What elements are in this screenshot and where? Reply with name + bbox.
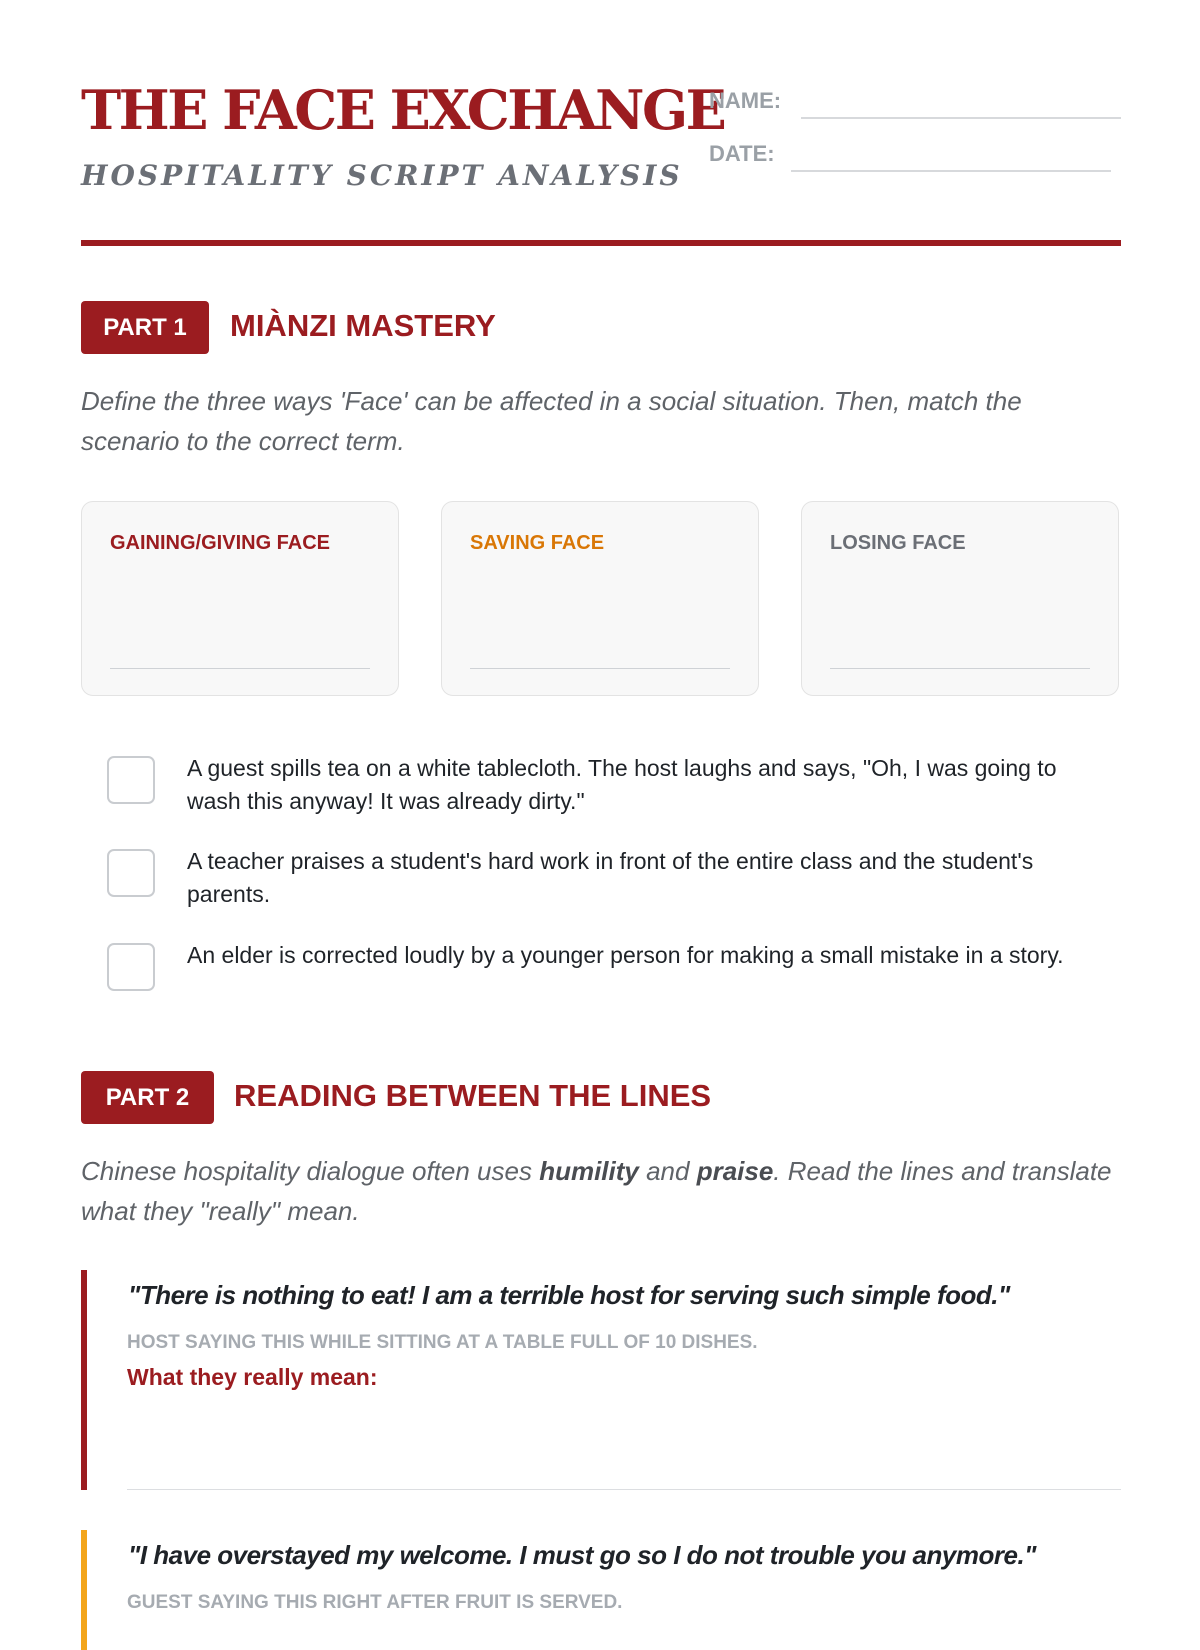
part1-instruction: Define the three ways 'Face' can be affected in a social situation. Then, match the scenario to the correct term. [81, 386, 1022, 456]
worksheet-subtitle: HOSPITALITY SCRIPT ANALYSIS [81, 159, 683, 192]
term-card-gaining-face [81, 501, 399, 696]
scenario-checkbox[interactable] [107, 756, 155, 804]
answer-line[interactable] [127, 1489, 1121, 1490]
part2-badge: PART 2 [81, 1071, 214, 1124]
term-label: SAVING FACE [470, 532, 605, 554]
term-card-saving-face [441, 501, 759, 696]
scenario-checkbox[interactable] [107, 849, 155, 897]
definition-line[interactable] [110, 668, 370, 669]
quote-accent-bar [81, 1270, 87, 1490]
term-label: GAINING/GIVING FACE [110, 532, 331, 554]
part1-title: MIÀNZI MASTERY [230, 308, 496, 343]
scenario-text: A guest spills tea on a white tablecloth. The host laughs and says, "Oh, I was going to wash this anyway! It was already dirty." [187, 755, 1057, 814]
name-field[interactable] [801, 117, 1121, 119]
scenario-checkbox[interactable] [107, 943, 155, 991]
quote-accent-bar [81, 1530, 87, 1650]
date-field[interactable] [791, 170, 1111, 172]
date-label: DATE: [709, 141, 775, 166]
definition-line[interactable] [830, 668, 1090, 669]
definition-line[interactable] [470, 668, 730, 669]
header-divider [81, 240, 1121, 246]
part2-title: READING BETWEEN THE LINES [234, 1078, 712, 1113]
term-card-losing-face [801, 501, 1119, 696]
meaning-prompt: What they really mean: [127, 1364, 378, 1390]
name-label: NAME: [709, 88, 782, 113]
quote-block [81, 1530, 1121, 1650]
term-label: LOSING FACE [830, 532, 966, 554]
quote-text: "I have overstayed my welcome. I must go so I do not trouble you anymore." [128, 1540, 1036, 1570]
quote-block [81, 1270, 1121, 1490]
quote-context: GUEST SAYING THIS RIGHT AFTER FRUIT IS SERVED. [127, 1592, 623, 1613]
scenario-text: An elder is corrected loudly by a younger person for making a small mistake in a story. [187, 942, 1064, 968]
quote-context: HOST SAYING THIS WHILE SITTING AT A TABLE FULL OF 10 DISHES. [127, 1332, 758, 1353]
quote-text: "There is nothing to eat! I am a terrible host for serving such simple food." [128, 1280, 1010, 1310]
part2-instruction: Chinese hospitality dialogue often uses humility and praise. Read the lines and translate what they "really" mean. [81, 1156, 1112, 1226]
worksheet-title: THE FACE EXCHANGE [81, 78, 725, 142]
part1-badge: PART 1 [81, 301, 209, 354]
scenario-text: A teacher praises a student's hard work in front of the entire class and the student's parents. [187, 848, 1034, 907]
